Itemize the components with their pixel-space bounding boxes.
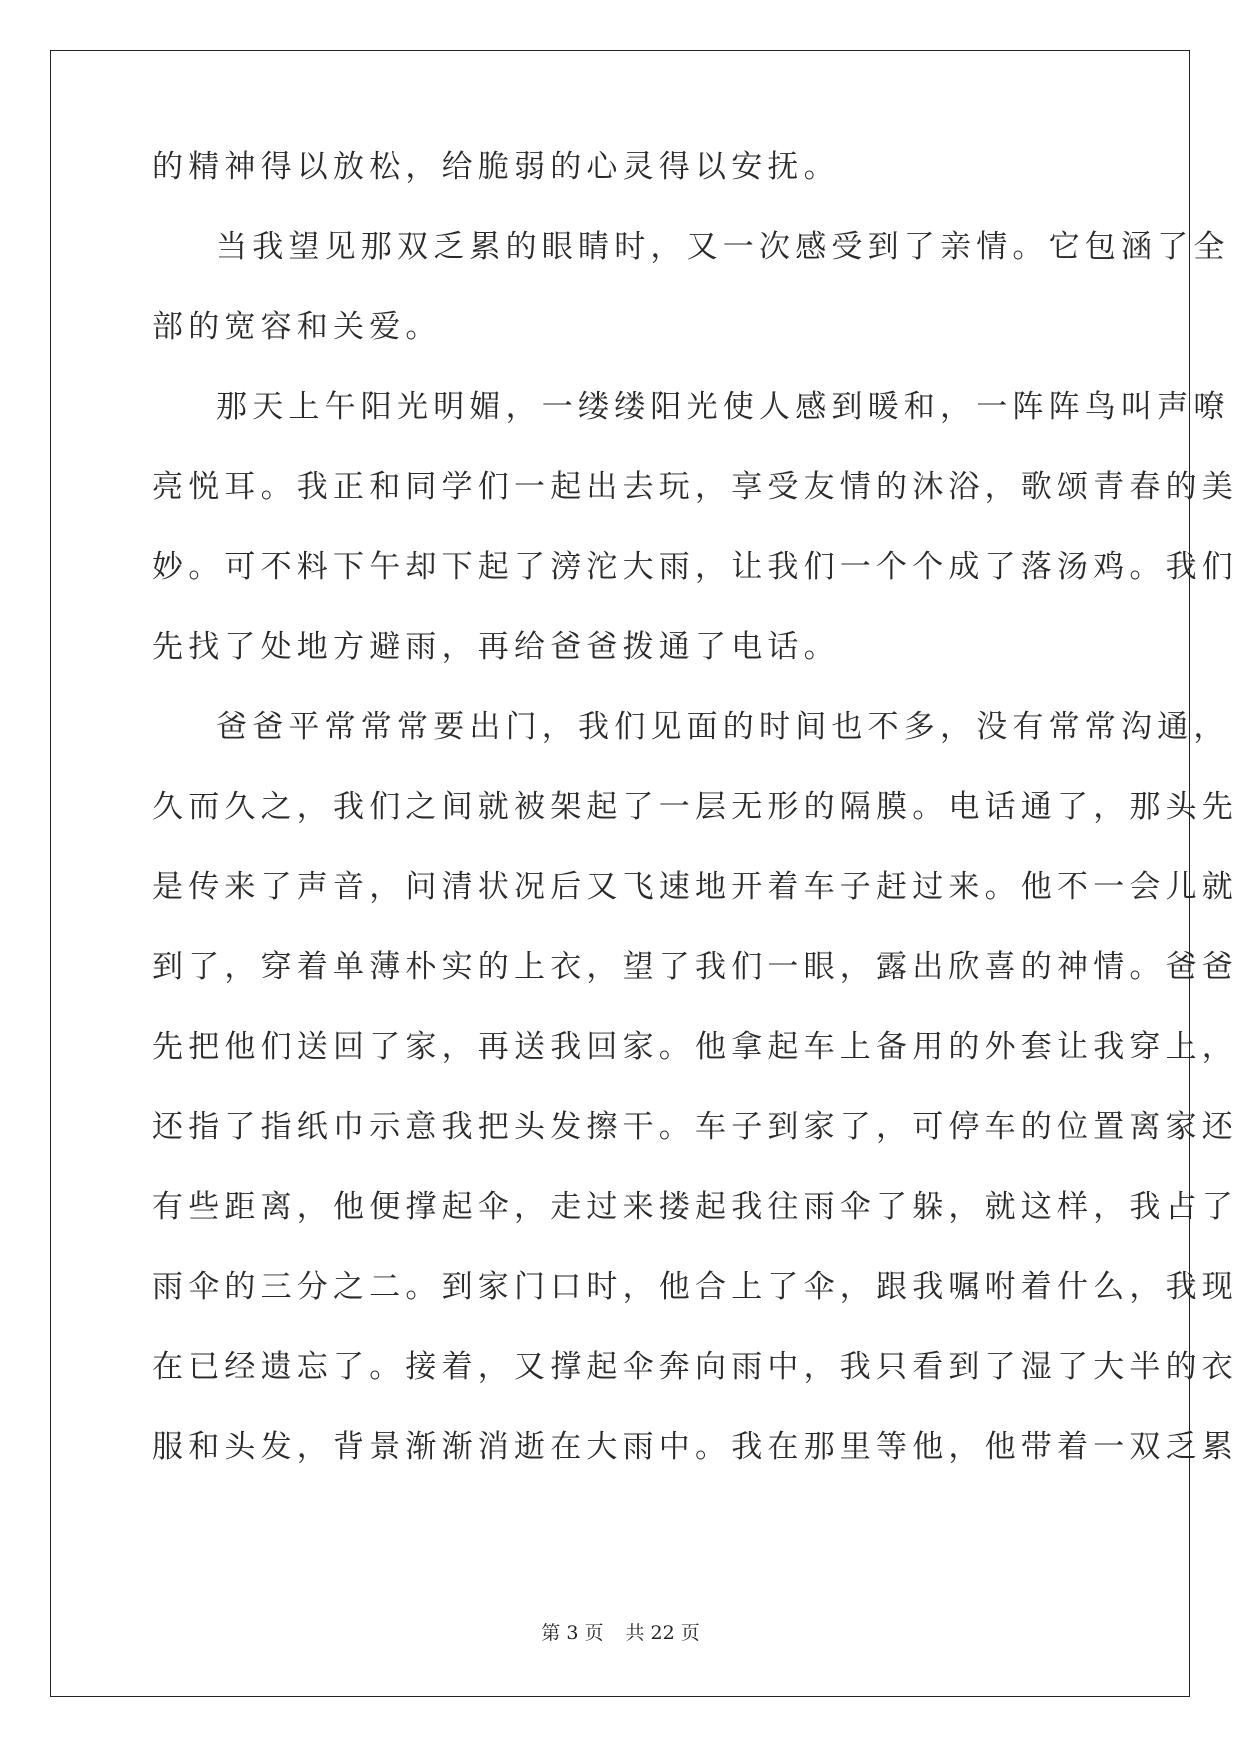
page-number: 第 3 页 (541, 1622, 604, 1644)
text-line: 妙。可不料下午却下起了滂沱大雨，让我们一个个成了落汤鸡。我们 (152, 549, 1238, 585)
text-line: 那天上午阳光明媚，一缕缕阳光使人感到暖和，一阵阵鸟叫声嘹 (216, 389, 1230, 425)
text-line: 在已经遗忘了。接着，又撑起伞奔向雨中，我只看到了湿了大半的衣 (152, 1349, 1238, 1385)
text-line: 部的宽容和关爱。 (152, 309, 442, 345)
text-line: 亮悦耳。我正和同学们一起出去玩，享受友情的沐浴，歌颂青春的美 (152, 469, 1238, 505)
text-line: 当我望见那双乏累的眼睛时，又一次感受到了亲情。它包涵了全 (216, 229, 1230, 265)
text-line: 的精神得以放松，给脆弱的心灵得以安抚。 (152, 149, 840, 185)
text-line: 是传来了声音，问清状况后又飞速地开着车子赶过来。他不一会儿就 (152, 869, 1238, 905)
text-line: 先把他们送回了家，再送我回家。他拿起车上备用的外套让我穿上， (152, 1029, 1238, 1065)
page-footer (0, 1618, 1241, 1645)
text-line: 到了，穿着单薄朴实的上衣，望了我们一眼，露出欣喜的神情。爸爸 (152, 949, 1238, 985)
text-line: 还指了指纸巾示意我把头发擦干。车子到家了，可停车的位置离家还 (152, 1109, 1238, 1145)
text-line: 久而久之，我们之间就被架起了一层无形的隔膜。电话通了，那头先 (152, 789, 1238, 825)
total-pages: 共 22 页 (625, 1622, 700, 1644)
text-line: 雨伞的三分之二。到家门口时，他合上了伞，跟我嘱咐着什么，我现 (152, 1269, 1238, 1305)
text-line: 爸爸平常常常要出门，我们见面的时间也不多，没有常常沟通， (216, 709, 1230, 745)
text-line: 先找了处地方避雨，再给爸爸拨通了电话。 (152, 629, 840, 665)
text-line: 有些距离，他便撑起伞，走过来搂起我往雨伞了躲，就这样，我占了 (152, 1189, 1238, 1225)
text-line: 服和头发，背景渐渐消逝在大雨中。我在那里等他，他带着一双乏累 (152, 1429, 1238, 1465)
